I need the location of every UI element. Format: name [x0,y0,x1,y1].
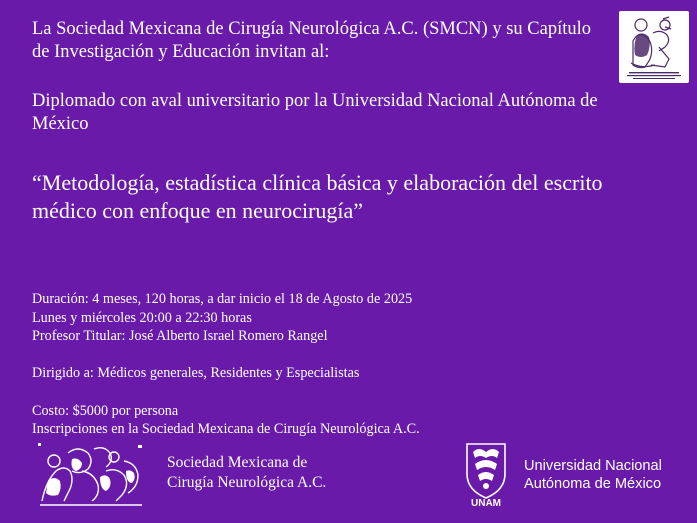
smcn-name-line2: Cirugía Neurológica A.C. [167,474,327,491]
intro-endorsement-text: Diplomado con aval universitario por la Universidad Nacional Autónoma de México [32,91,598,134]
chapter-emblem-icon [619,11,689,83]
smcn-name-line1: Sociedad Mexicana de [167,454,308,471]
cost-text: Costo: $5000 por persona [32,402,179,419]
duration-text: Duración: 4 meses, 120 horas, a dar inicio el 18 de Agosto de 2025 [32,291,413,307]
professor-text: Profesor Titular: José Alberto Israel Romero Rangel [32,328,328,345]
unam-name-line1: Universidad Nacional [524,458,662,474]
unam-shield-label: UNAM [471,498,501,508]
audience-text: Dirigido a: Médicos generales, Residentes y Especialistas [32,365,360,382]
course-details [32,290,592,439]
registration-text: Inscripciones en la Sociedad Mexicana de Cirugía Neurológica A.C. [32,421,420,438]
smcn-glyph-logo-icon [38,441,144,509]
intro-invitation-text: La Sociedad Mexicana de Cirugía Neurológica A.C. (SMCN) y su Capítulo de Investigación y Educación invitan al: [32,19,592,62]
unam-name [524,457,662,493]
schedule-text: Lunes y miércoles 20:00 a 22:30 horas [32,309,252,326]
unam-name-line2: Autónoma de México [524,476,662,492]
unam-shield-icon [461,442,511,508]
intro-block [32,18,607,136]
smcn-name [167,453,326,493]
course-title: “Metodología, estadística clínica básica y elaboración del escrito médico con enfoque en neurocirugía” [32,170,603,223]
